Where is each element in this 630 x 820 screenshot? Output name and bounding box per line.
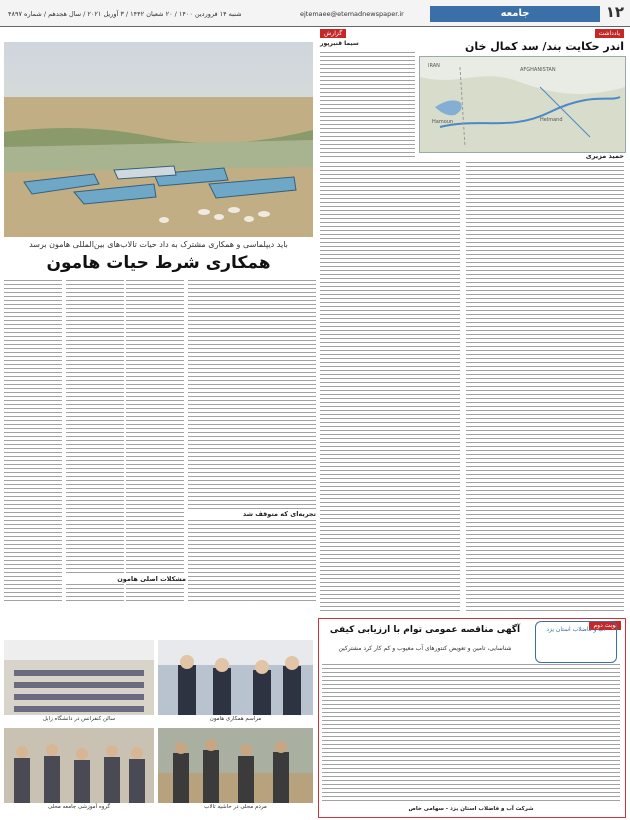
report-body-text-3 <box>126 280 184 602</box>
photo-group-training <box>4 728 154 803</box>
report-tag: گزارش <box>320 29 346 38</box>
wetland-boats-photo <box>4 42 313 237</box>
ad-body-text <box>322 664 620 804</box>
column-body-text <box>466 162 624 614</box>
section-label: جامعه <box>430 6 600 22</box>
ad-badge: نوبت دوم <box>589 621 621 630</box>
ad-logo-label: آب و فاضلاب استان یزد <box>546 626 606 633</box>
report-body-text-2 <box>188 280 316 602</box>
photo-local-people <box>158 728 313 803</box>
report-lead-text <box>320 52 415 157</box>
dateline: شنبه ۱۴ فروردین ۱۴۰۰ / ۲۰ شعبان ۱۴۴۲ / ۳ آوریل ۲۰۲۱ / سال هجدهم / شماره ۴۸۹۷ <box>8 10 242 18</box>
map-label-helmand: Helmand <box>540 117 563 123</box>
report-body-text-4 <box>66 280 124 602</box>
photo-caption-2: مراسم همکاری هامون <box>209 716 262 722</box>
report-headline: همکاری شرط حیات هامون <box>46 253 271 273</box>
column-tag: یادداشت <box>595 29 624 38</box>
report-body-text-5 <box>4 280 62 602</box>
map-label-iran: IRAN <box>428 63 440 69</box>
photo-caption-3: گروه آموزشی جامعه محلی <box>47 804 111 810</box>
ad-subtitle: شناسایی، تامین و تعویض کنتورهای آب معیوب و کم کار کرد مشترکین <box>338 645 512 652</box>
region-map <box>419 56 626 153</box>
photo-caption-4: مردم محلی در حاشیه تالاب <box>204 804 267 810</box>
ad-title: آگهی مناقصه عمومی توام با ارزیابی کیفی <box>329 625 521 635</box>
photo-conference-hall <box>4 640 154 715</box>
photo-meeting-people <box>158 640 313 715</box>
section-email: ejtemaee@etemadnewspaper.ir <box>300 10 404 18</box>
photo-caption-1: سالن کنفرانس در دانشگاه زابل <box>42 716 116 722</box>
map-label-hamoun: Hamoun <box>432 119 454 125</box>
report-subhead-2: مشکلات اصلی هامون <box>66 575 186 583</box>
report-subhead-1: تجربه‌ای که متوقف شد <box>188 510 316 518</box>
report-body-text-1 <box>320 162 460 614</box>
report-author: سیما قنبرپور <box>320 40 359 47</box>
column-author: حمید مزیری <box>585 152 624 160</box>
wetland-photo-drawing <box>4 42 313 237</box>
column-title: اندر حکایت بند/ سد کمال خان <box>464 40 624 53</box>
ad-logo <box>535 621 617 663</box>
page-number: ۱۲ <box>605 3 624 21</box>
map-label-afghanistan: AFGHANISTAN <box>520 67 556 73</box>
ad-footer: شرکت آب و فاضلاب استان یزد - سهامی خاص <box>408 806 534 812</box>
report-subtitle: باید دیپلماسی و همکاری مشترک به داد حیات تالاب‌های بین‌المللی هامون برسد <box>29 240 288 249</box>
